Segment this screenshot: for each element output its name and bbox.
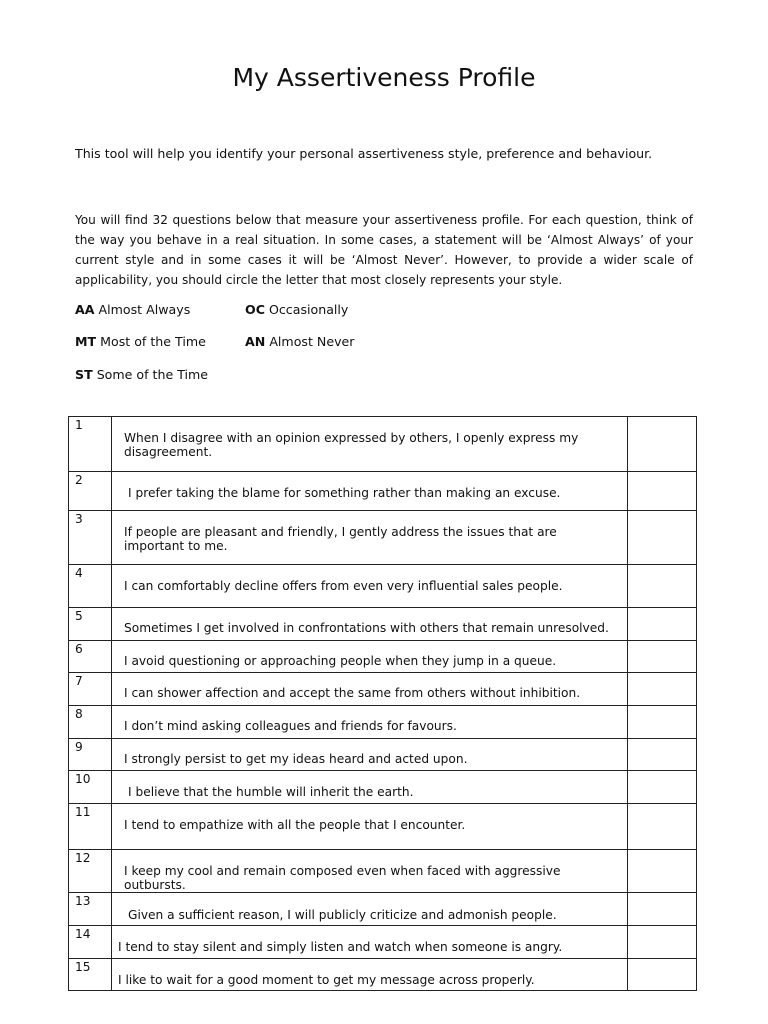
question-text: When I disagree with an opinion expressed by others, I openly express my disagreement. — [124, 431, 579, 459]
legend-code: AN — [245, 334, 266, 349]
question-text-cell — [112, 739, 628, 771]
answer-cell[interactable] — [628, 850, 697, 893]
legend-label: Most of the Time — [100, 334, 206, 349]
table-row — [69, 739, 697, 771]
legend-item-st — [75, 367, 208, 382]
table-row — [69, 641, 697, 673]
legend-label: Almost Always — [98, 302, 191, 317]
table-row — [69, 926, 697, 959]
question-text: Sometimes I get involved in confrontations with others that remain unresolved. — [124, 621, 609, 635]
question-number: 2 — [69, 472, 112, 511]
legend-item-mt — [75, 334, 206, 349]
question-number: 13 — [69, 893, 112, 926]
table-row — [69, 511, 697, 565]
table-row — [69, 673, 697, 706]
question-number: 12 — [69, 850, 112, 893]
answer-cell[interactable] — [628, 417, 697, 472]
legend-label: Some of the Time — [96, 367, 209, 382]
legend-label: Almost Never — [269, 334, 355, 349]
table-row — [69, 417, 697, 472]
question-text: I don’t mind asking colleagues and friends for favours. — [124, 719, 457, 733]
question-number: 11 — [69, 804, 112, 850]
answer-cell[interactable] — [628, 673, 697, 706]
answer-cell[interactable] — [628, 771, 697, 804]
question-text-cell — [112, 959, 628, 991]
question-text: I can shower affection and accept the same from others without inhibition. — [124, 686, 581, 700]
legend-item-an — [245, 334, 354, 349]
page-title: My Assertiveness Profile — [232, 63, 536, 92]
question-text: I believe that the humble will inherit the earth. — [128, 785, 414, 799]
table-row — [69, 706, 697, 739]
question-text: I avoid questioning or approaching people when they jump in a queue. — [124, 654, 557, 668]
table-row — [69, 893, 697, 926]
question-text: I can comfortably decline offers from even very influential sales people. — [124, 579, 563, 593]
question-number: 5 — [69, 608, 112, 641]
question-text-cell — [112, 417, 628, 472]
answer-cell[interactable] — [628, 641, 697, 673]
answer-cell[interactable] — [628, 706, 697, 739]
question-text: I like to wait for a good moment to get my message across properly. — [118, 973, 535, 987]
answer-cell[interactable] — [628, 511, 697, 565]
legend-item-oc — [245, 302, 348, 317]
question-text: Given a sufficient reason, I will publicly criticize and admonish people. — [128, 908, 557, 922]
legend-code: MT — [75, 334, 97, 349]
question-text-cell — [112, 893, 628, 926]
answer-cell[interactable] — [628, 959, 697, 991]
question-number: 4 — [69, 565, 112, 608]
question-text: I tend to stay silent and simply listen and watch when someone is angry. — [118, 940, 563, 954]
question-text: I keep my cool and remain composed even when faced with aggressive outbursts. — [124, 864, 561, 892]
question-number: 8 — [69, 706, 112, 739]
question-text-cell — [112, 511, 628, 565]
intro-text: This tool will help you identify your personal assertiveness style, preference and behaviour. — [75, 146, 653, 161]
answer-cell[interactable] — [628, 926, 697, 959]
question-text-cell — [112, 804, 628, 850]
legend-code: AA — [75, 302, 95, 317]
question-text: If people are pleasant and friendly, I gently address the issues that are important to me. — [124, 525, 557, 553]
table-row — [69, 608, 697, 641]
answer-cell[interactable] — [628, 608, 697, 641]
answer-cell[interactable] — [628, 472, 697, 511]
question-text: I tend to empathize with all the people that I encounter. — [124, 818, 466, 832]
answer-cell[interactable] — [628, 739, 697, 771]
question-text-cell — [112, 472, 628, 511]
question-number: 10 — [69, 771, 112, 804]
table-row — [69, 959, 697, 991]
answer-cell[interactable] — [628, 565, 697, 608]
question-text-cell — [112, 850, 628, 893]
question-text: I strongly persist to get my ideas heard and acted upon. — [124, 752, 468, 766]
question-text-cell — [112, 706, 628, 739]
instructions-paragraph: You will find 32 questions below that measure your assertiveness profile. For each question, think of the way you behave in a real situation. In some cases, a statement will be ‘Almost Always’ of your current style and in some cases it will be ‘Almost Never’. However, to provide a wider scale of applicability, you should circle the letter that most closely represents your style. — [75, 213, 693, 287]
table-row — [69, 850, 697, 893]
question-text-cell — [112, 608, 628, 641]
question-number: 3 — [69, 511, 112, 565]
answer-cell[interactable] — [628, 804, 697, 850]
legend-code: OC — [245, 302, 265, 317]
question-text-cell — [112, 926, 628, 959]
question-number: 6 — [69, 641, 112, 673]
question-number: 9 — [69, 739, 112, 771]
question-text: I prefer taking the blame for something rather than making an excuse. — [128, 486, 561, 500]
legend-label: Occasionally — [268, 302, 349, 317]
table-row — [69, 804, 697, 850]
table-row — [69, 472, 697, 511]
table-row — [69, 771, 697, 804]
legend-code: ST — [75, 367, 93, 382]
question-text-cell — [112, 565, 628, 608]
question-number: 7 — [69, 673, 112, 706]
table-row — [69, 565, 697, 608]
question-text-cell — [112, 673, 628, 706]
legend-item-aa — [75, 302, 190, 317]
question-number: 14 — [69, 926, 112, 959]
question-text-cell — [112, 641, 628, 673]
question-text-cell — [112, 771, 628, 804]
answer-cell[interactable] — [628, 893, 697, 926]
questions-table — [68, 416, 697, 991]
question-number: 15 — [69, 959, 112, 991]
question-number: 1 — [69, 417, 112, 472]
